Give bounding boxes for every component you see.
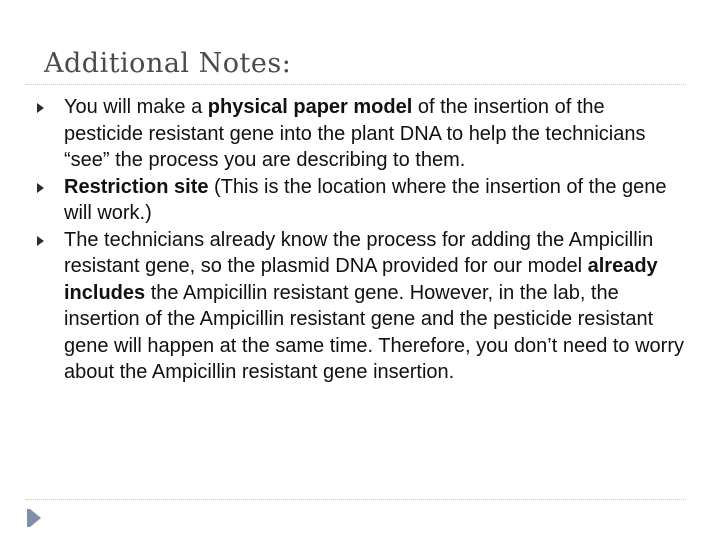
bullet-text-segment: The technicians already know the process for adding the Ampicillin resistant gene, so the plasmid DNA provided for our model — [64, 228, 654, 277]
bullet-text-segment: You will make a — [64, 96, 208, 118]
bullet-text — [64, 176, 667, 225]
bullet-item — [26, 94, 686, 174]
footer-divider — [26, 499, 686, 500]
triangle-right-icon — [37, 103, 44, 113]
triangle-right-icon — [37, 183, 44, 193]
bullet-text — [64, 229, 684, 384]
bullet-list — [26, 94, 686, 386]
bullet-item — [26, 227, 686, 386]
slide-nav-icon[interactable] — [30, 509, 41, 527]
triangle-right-icon — [37, 236, 44, 246]
bullet-item — [26, 174, 686, 227]
bullet-text — [64, 96, 645, 171]
bullet-text-bold: already includes — [64, 255, 658, 304]
bullet-text-segment: the Ampicillin resistant gene. However, in the lab, the insertion of the Ampicillin resistant gene and the pesticide resistant gene will happen at the same time. Therefore, you don’t need to worry about the Ampicillin resistant gene insertion. — [64, 281, 684, 383]
bullet-text-bold: Restriction site — [64, 175, 209, 198]
title-divider — [26, 84, 686, 85]
bullet-text-segment: of the insertion of the pesticide resistant gene into the plant DNA to help the technicians “see” the process you are describing to them. — [64, 96, 646, 171]
bullet-text-segment: (This is the location where the insertion of the gene will work.) — [64, 175, 667, 224]
bullet-text-bold: physical paper model — [207, 96, 413, 118]
slide-title: Additional Notes: — [44, 48, 292, 79]
